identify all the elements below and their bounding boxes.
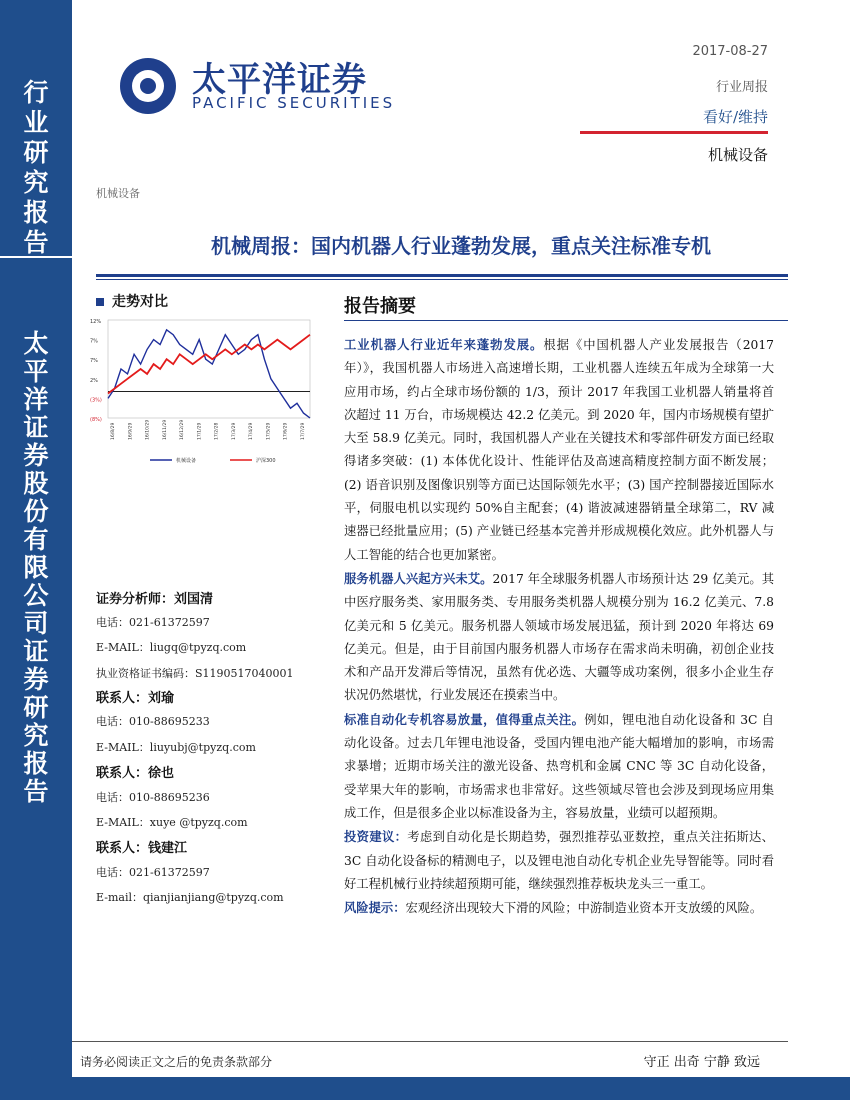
para-2-highlight: 服务机器人兴起方兴未艾。 [344,570,493,586]
summary-heading: 报告摘要 [344,296,416,317]
sidebar-bottom-char: 司 [23,609,49,638]
para-5-text: 宏观经济出现较大下滑的风险；中游制造业资本开支放缓的风险。 [405,901,763,916]
company-motto: 守正 出奇 宁静 致远 [643,1055,760,1070]
sidebar-bottom-char: 公 [23,581,49,610]
sidebar-top-char: 研 [23,138,49,167]
analyst-label: 证券分析师： [96,592,175,607]
y-tick-label: (8%) [90,417,102,423]
summary-para-5 [344,896,774,920]
contact-3-name: 钱建江 [148,841,188,856]
sidebar-top-char: 报 [23,198,49,227]
contact-1-tel: 电话：010-88695233 [96,715,210,728]
sidebar-bottom-char: 股 [23,469,49,498]
x-tick-label: 17/4/29 [249,422,255,440]
sidebar-bottom-char: 券 [23,665,49,694]
summary-rule [344,320,788,321]
sidebar-bottom-char: 太 [23,329,49,358]
y-tick-label: 2% [90,377,98,384]
summary-para-3 [344,708,774,825]
sidebar-top-char: 业 [23,108,49,137]
rating: 看好/维持 [702,108,768,126]
contact-2-label: 联系人： [96,766,149,781]
x-tick-label: 17/5/29 [266,422,272,440]
para-4-text: 考虑到自动化是长期趋势，强烈推荐弘亚数控，重点关注拓斯达、3C 自动化设备标的精测电子，以及锂电池自动化专机企业先导智能等。同时看好工程机械行业持续超预期可能，继续强烈推荐板块龙头三一重工。 [344,830,774,891]
sidebar-top-char: 究 [23,168,49,197]
sidebar-bottom-char: 限 [23,553,49,582]
y-tick-label: (3%) [90,397,102,404]
contact-2-name: 徐也 [148,766,175,781]
x-tick-label: 16/10/29 [145,419,151,440]
contact-1-email[interactable]: E-MAIL：liuyubj@tpyzq.com [96,741,256,754]
trend-heading [96,291,168,311]
summary-para-2 [344,567,774,708]
para-3-text: 例如，锂电池自动化设备和 3C 自动化设备。过去几年锂电池设备，受国内锂电池产能大幅增加的影响，市场需求暴增；近期市场关注的激光设备、热弯机和金属 CNC 等 3C 自动化设备，受苹果大年的影响，市场需求也非常好。这些领域尽管也会涉及到现场应用集成工作，但是很多企业以标准设备为主，容易放量，业绩可以超预期。 [344,712,774,820]
analyst-email[interactable]: E-MAIL：liugq@tpyzq.com [96,641,247,654]
sidebar-bottom-char: 证 [23,413,49,442]
disclaimer-note: 请务必阅读正文之后的免责条款部分 [80,1055,273,1069]
x-tick-label: 16/8/29 [111,422,116,440]
sidebar-top-char: 告 [23,228,49,257]
legend-label: 沪深300 [256,458,276,464]
analyst-cert: 执业资格证书编码：S1190517040001 [96,667,294,680]
trend-heading-text: 走势对比 [112,294,168,310]
x-tick-label: 16/12/29 [180,419,186,440]
x-tick-label: 17/1/29 [197,422,203,440]
x-tick-label: 17/7/29 [301,422,306,440]
logo-text-en: PACIFIC SECURITIES [192,94,396,112]
square-bullet-icon [96,298,104,306]
analyst-name: 刘国清 [174,592,214,607]
y-tick-label: 12% [90,319,102,325]
contact-3 [96,837,187,856]
report-type: 行业周报 [715,80,768,95]
series-line-2 [108,335,310,394]
para-1-text: 根据《中国机器人产业发展报告（2017 年）》，我国机器人市场进入高速增长期，工业机器人连续五年成为全球第一大应用市场，约占全球市场份额的 1/3，预计 2017 年我国工业机器人销量将首次超过 11 万台，市场规模达 42.2 亿美元。到 2020 年，国内市场规模有望扩大至 58.9 亿美元。同时，我国机器人产业在关键技术和零部件研发方面已经取得诸多突破：(1) 本体优化设计、性能评估及高速高精度控制方面不断发展；(2) 语音识别及图像识别等方面已达国际领先水平；(3) 国产控制器接近国际水平，伺服电机以实现约 50%自主配套；(4) 谐波减速器销量全球第二，RV 减速器已经批量应用；(5) 产业链已经基本完善并形成规模化效应。此外机器人与人工智能的结合也更加紧密。 [344,338,774,562]
contact-3-tel: 电话：021-61372597 [96,866,210,879]
contact-2 [96,762,174,781]
x-tick-label: 17/2/28 [214,422,220,440]
analyst-row [96,588,213,607]
sidebar-bottom-char: 洋 [23,385,49,414]
sidebar-bottom-char: 份 [23,497,49,526]
sidebar-top-char: 行 [23,78,49,107]
y-tick-label: 7% [90,358,98,365]
footer-bar [72,1077,850,1100]
sidebar-bottom-char: 究 [23,721,49,750]
para-5-highlight: 风险提示： [344,900,406,916]
sidebar-bottom-char: 报 [23,749,49,778]
contact-3-label: 联系人： [96,841,149,856]
contact-3-email[interactable]: E-mail：qianjianjiang@tpyzq.com [96,891,284,904]
sidebar-bottom-char: 研 [23,693,49,722]
report-date: 2017-08-27 [692,44,768,59]
legend-label: 机械设备 [176,458,197,464]
contact-2-email[interactable]: E-MAIL：xuye @tpyzq.com [96,816,248,829]
footer-rule [72,1041,788,1042]
para-4-highlight: 投资建议： [344,829,408,845]
page-title: 机械周报：国内机器人行业蓬勃发展，重点关注标准专机 [211,234,711,258]
y-tick-label: 7% [90,338,98,345]
contact-1 [96,687,174,706]
sidebar-label-report-type [0,78,72,258]
sector: 机械设备 [707,146,768,164]
analyst-tel: 电话：021-61372597 [96,616,210,629]
para-2-text: 2017 年全球服务机器人市场预计达 29 亿美元。其中医疗服务类、家用服务类、专用服务类机器人规模分别为 16.2 亿美元、7.8 亿美元和 5 亿美元。服务机器人领域市场发展迅猛，预计到 2020 年将达 69 亿美元。但是，由于目前国内服务机器人市场存在需求尚未明确，初创企业技术和产品开发滞后等情况，虽然有优必选、大疆等成功案例，很多小企业生存状况仍然堪忧，行业发展还在摸索当中。 [344,571,774,703]
chart-frame [108,320,310,418]
sidebar-label-company [0,330,72,806]
pacific-logo-icon [90,20,190,140]
summary-para-4 [344,825,774,896]
sidebar-bottom-char: 有 [23,525,49,554]
logo-text-cn: 太平洋证券 [192,60,367,100]
para-1-highlight: 工业机器人行业近年来蓬勃发展。 [344,337,544,352]
sidebar-bottom-char: 平 [23,357,49,386]
contact-2-tel: 电话：010-88695236 [96,791,210,804]
series-line-1 [108,330,310,418]
sidebar-bottom-char: 证 [23,637,49,666]
x-tick-label: 17/6/29 [283,422,289,440]
summary-para-1 [344,333,774,567]
header-divider [580,131,768,134]
title-rule-thin [96,279,788,280]
trend-chart [88,314,324,470]
x-tick-label: 16/9/29 [128,422,134,440]
category-label: 机械设备 [96,187,140,200]
sidebar-bottom-char: 告 [23,777,49,806]
contact-1-name: 刘瑜 [148,691,175,706]
title-rule [96,274,788,277]
contact-1-label: 联系人： [96,691,149,706]
sidebar-bottom-char: 券 [23,441,49,470]
summary-body [344,333,774,920]
x-tick-label: 17/3/29 [231,422,237,440]
x-tick-label: 16/11/29 [162,419,168,440]
para-3-highlight: 标准自动化专机容易放量，值得重点关注。 [344,711,585,727]
